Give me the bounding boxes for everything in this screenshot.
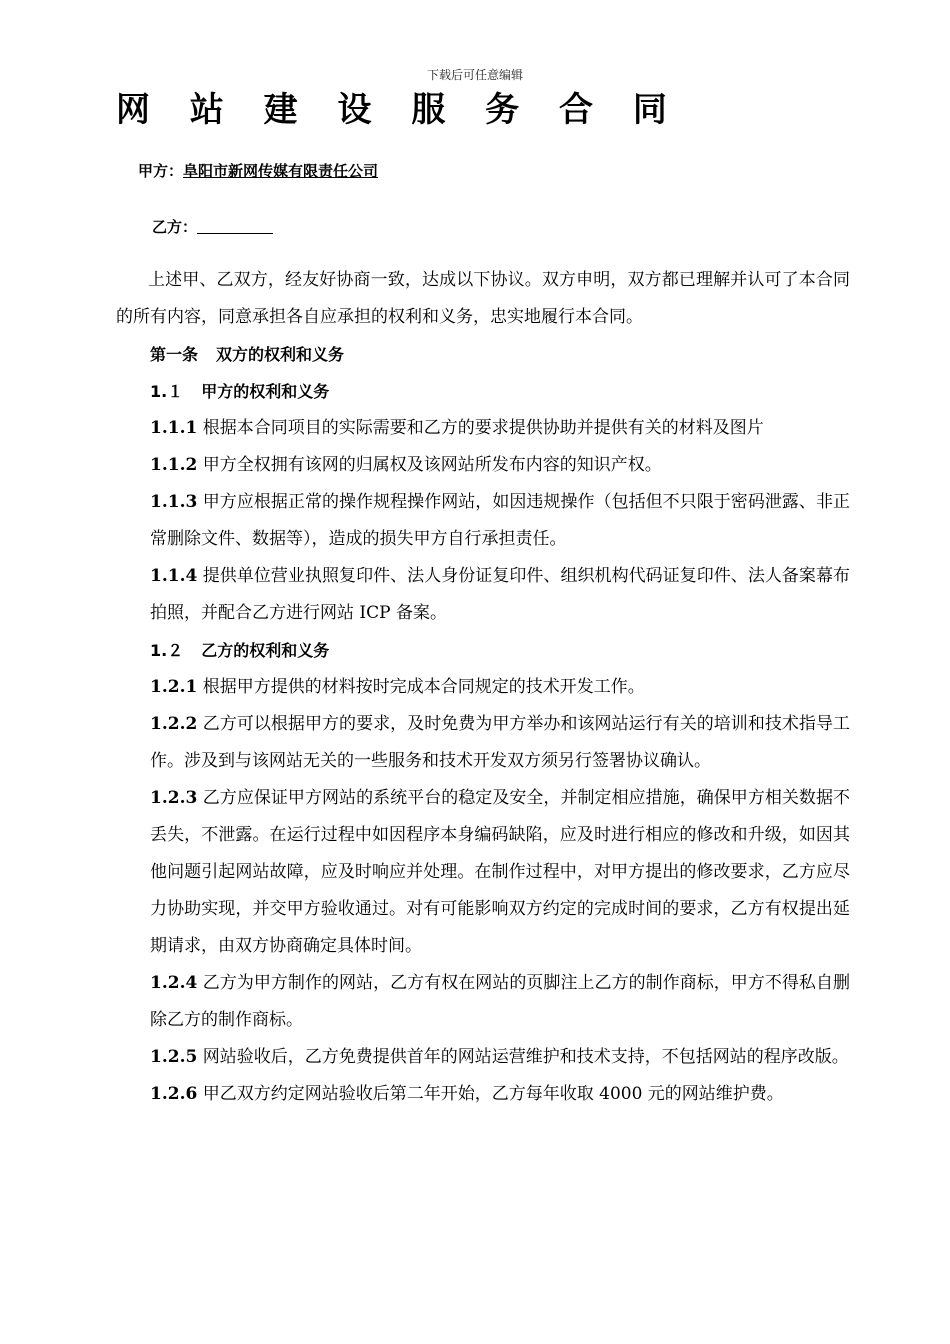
clause-text: 乙方可以根据甲方的要求，及时免费为甲方举办和该网站运行有关的培训和技术指导工作。涉及到与该网站无关的一些服务和技术开发双方须另行签署协议确认。 <box>150 714 850 771</box>
section-1-2-num: 1.２ <box>150 641 184 660</box>
clause-num: 1.2.4 <box>150 973 198 993</box>
article-1-title: 双方的权利和义务 <box>216 345 345 364</box>
header-note: 下载后可任意编辑 <box>426 68 523 82</box>
article-1-num: 第一条 <box>150 345 199 364</box>
party-a-value: 阜阳市新网传媒有限责任公司 <box>183 162 379 180</box>
section-1-2-heading <box>116 632 850 669</box>
clause-text: 甲方全权拥有该网的归属权及该网站所发布内容的知识产权。 <box>202 455 662 475</box>
contract-body <box>116 262 850 1113</box>
clause-text: 甲乙双方约定网站验收后第二年开始，乙方每年收取 4000 元的网站维护费。 <box>202 1084 784 1104</box>
clause-num: 1.2.2 <box>150 714 198 734</box>
clause-num: 1.2.1 <box>150 677 198 697</box>
clause-num: 1.2.6 <box>150 1084 198 1104</box>
clause-text: 甲方应根据正常的操作规程操作网站，如因违规操作（包括但不只限于密码泄露、非正常删除文件、数据等），造成的损失甲方自行承担责任。 <box>150 492 850 549</box>
clause-num: 1.2.3 <box>150 788 198 808</box>
clause-text: 乙方应保证甲方网站的系统平台的稳定及安全，并制定相应措施，确保甲方相关数据不丢失，不泄露。在运行过程中如因程序本身编码缺陷，应及时进行相应的修改和升级，如因其他问题引起网站故障，应及时响应并处理。在制作过程中，对甲方提出的修改要求，乙方应尽力协助实现，并交甲方验收通过。对有可能影响双方约定的完成时间的要求，乙方有权提出延期请求，由双方协商确定具体时间。 <box>150 788 850 956</box>
clause-num: 1.1.3 <box>150 492 198 512</box>
clause-1-2-3 <box>116 780 850 965</box>
clause-text: 提供单位营业执照复印件、法人身份证复印件、组织机构代码证复印件、法人备案幕布拍照，并配合乙方进行网站 ICP 备案。 <box>150 566 850 623</box>
party-b-blank-line <box>197 219 273 234</box>
clause-1-2-2 <box>116 706 850 780</box>
clause-1-1-4 <box>116 558 850 632</box>
clause-num: 1.2.5 <box>150 1047 198 1067</box>
clause-num: 1.1.2 <box>150 455 198 475</box>
section-1-1-title: 甲方的权利和义务 <box>201 382 330 401</box>
clause-text: 网站验收后，乙方免费提供首年的网站运营维护和技术支持，不包括网站的程序改版。 <box>202 1047 849 1067</box>
section-1-1-num: 1.１ <box>150 382 184 401</box>
clause-1-1-1 <box>116 410 850 447</box>
section-1-1-heading <box>116 373 850 410</box>
clause-num: 1.1.4 <box>150 566 198 586</box>
clause-1-1-2 <box>116 447 850 484</box>
clause-1-2-4 <box>116 965 850 1039</box>
party-a <box>138 160 378 181</box>
clause-text: 根据甲方提供的材料按时完成本合同规定的技术开发工作。 <box>202 677 645 697</box>
clause-text: 根据本合同项目的实际需要和乙方的要求提供协助并提供有关的材料及图片 <box>202 418 764 438</box>
party-b-label: 乙方： <box>152 218 198 236</box>
party-b <box>152 216 273 237</box>
section-1-2-title: 乙方的权利和义务 <box>201 641 330 660</box>
clause-1-2-6 <box>116 1076 850 1113</box>
page-title: 网 站 建 设 服 务 合 同 <box>116 90 681 130</box>
clause-num: 1.1.1 <box>150 418 198 438</box>
clause-1-1-3 <box>116 484 850 558</box>
intro-paragraph: 上述甲、乙双方，经友好协商一致，达成以下协议。双方申明，双方都已理解并认可了本合同的所有内容，同意承担各自应承担的权利和义务，忠实地履行本合同。 <box>116 270 850 327</box>
clause-text: 乙方为甲方制作的网站，乙方有权在网站的页脚注上乙方的制作商标，甲方不得私自删除乙方的制作商标。 <box>150 973 850 1030</box>
party-a-label: 甲方： <box>138 162 184 180</box>
clause-1-2-5 <box>116 1039 850 1076</box>
clause-1-2-1 <box>116 669 850 706</box>
article-1-heading <box>116 336 850 373</box>
